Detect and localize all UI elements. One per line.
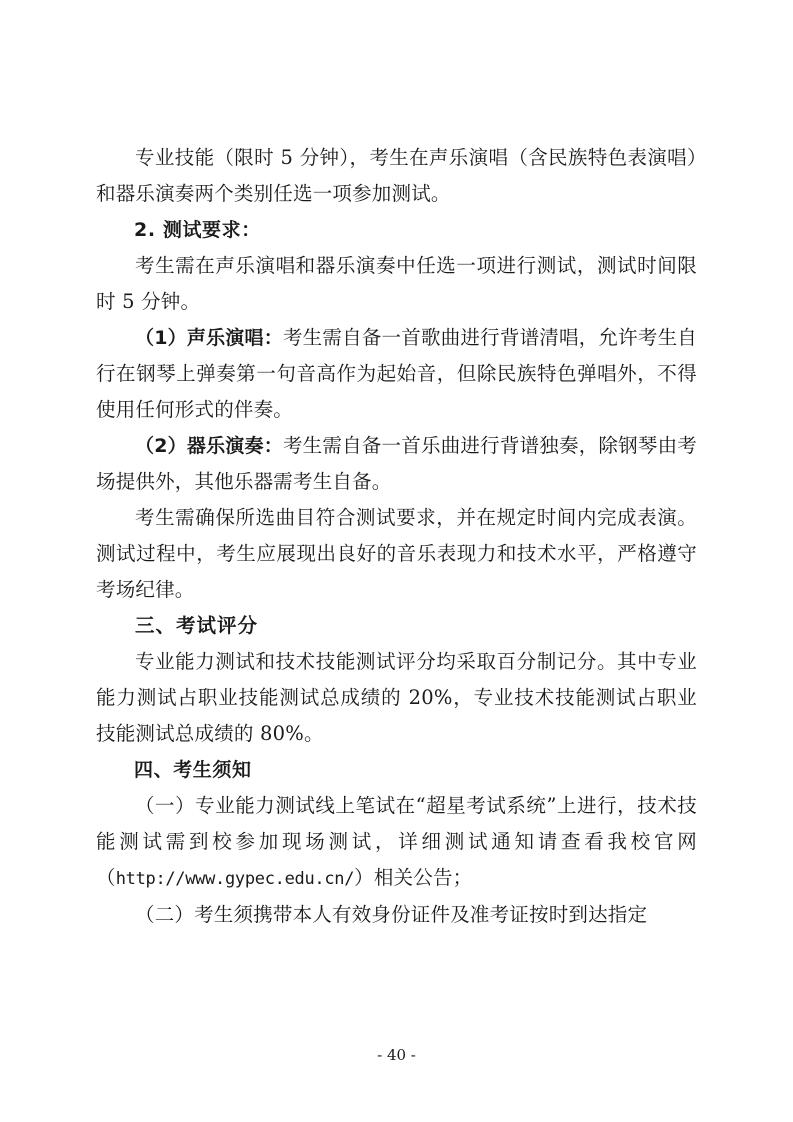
paragraph-scoring-weights: 专业能力测试和技术技能测试评分均采取百分制记分。其中专业能力测试占职业技能测试总成绩的 20%，专业技术技能测试占职业技能测试总成绩的 80%。 xyxy=(96,650,697,745)
heading-exam-scoring: 三、考试评分 xyxy=(135,614,259,637)
text-notice-after-url: ）相关公告； xyxy=(354,866,473,889)
paragraph-online-exam-notice xyxy=(96,788,697,897)
label-vocal-performance: （1）声乐演唱： xyxy=(135,327,283,349)
label-instrumental-performance: （2）器乐演奏： xyxy=(135,435,283,457)
paragraph-professional-skill: 专业技能（限时 5 分钟），考生在声乐演唱（含民族特色表演唱）和器乐演奏两个类别任选一项参加测试。 xyxy=(96,146,697,205)
text-notice-before-url: （一）专业能力测试线上笔试在“超星考试系统”上进行，技术技能测试需到校参加现场测试，详细测试通知请查看我校官网（ xyxy=(96,794,697,889)
page-number: - 40 - xyxy=(377,1046,416,1064)
paragraph-repertoire-compliance: 考生需确保所选曲目符合测试要求，并在规定时间内完成表演。测试过程中，考生应展现出良好的音乐表现力和技术水平，严格遵守考场纪律。 xyxy=(96,506,697,601)
paragraph-test-selection: 考生需在声乐演唱和器乐演奏中任选一项进行测试，测试时间限时 5 分钟。 xyxy=(96,254,697,313)
text-vocal-performance: 考生需自备一首歌曲进行背谱清唱，允许考生自行在钢琴上弹奏第一句音高作为起始音，但除民族特色弹唱外，不得使用任何形式的伴奏。 xyxy=(96,326,698,421)
heading-test-requirements: 2. 测试要求： xyxy=(134,219,261,241)
paragraph-id-requirement: （二）考生须携带本人有效身份证件及准考证按时到达指定 xyxy=(135,903,648,926)
document-body xyxy=(96,140,697,933)
heading-candidate-notice: 四、考生须知 xyxy=(134,759,252,781)
text-instrumental-performance: 考生需自备一首乐曲进行背谱独奏，除钢琴由考场提供外，其他乐器需考生自备。 xyxy=(96,434,698,493)
paragraph-instrumental-performance xyxy=(96,428,697,500)
school-website-url: http://www.gypec.edu.cn/ xyxy=(115,869,355,889)
paragraph-vocal-performance xyxy=(96,320,697,428)
